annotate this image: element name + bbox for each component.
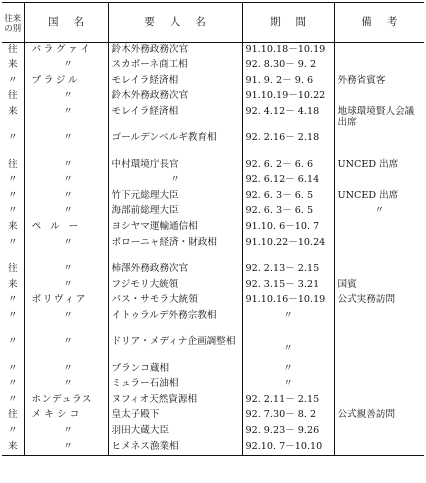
cell-person: 鈴木外務政務次官: [108, 89, 242, 105]
cell-country: 〃: [24, 131, 108, 157]
cell-country: 〃: [24, 236, 108, 262]
cell-notes: [334, 393, 424, 409]
cell-direction: 〃: [7, 236, 18, 248]
cell-period: 91.10. 6－10. 7: [242, 220, 334, 236]
cell-period: 92. 3.15－ 3.21: [242, 278, 334, 294]
cell-notes: [334, 236, 424, 262]
cell-person: 鈴木外務政務次官: [108, 43, 242, 59]
cell-country: 〃: [24, 204, 108, 220]
table-row: [2, 335, 424, 361]
cell-country: パラグァイ: [24, 43, 108, 59]
table-row: [2, 236, 424, 262]
cell-direction: 〃: [7, 393, 18, 405]
cell-country: 〃: [24, 440, 108, 456]
table-row: [2, 278, 424, 294]
cell-person: パス・サモラ大統領: [108, 293, 242, 309]
cell-notes: [334, 131, 424, 157]
cell-direction: 〃: [7, 132, 18, 144]
cell-person: ミュラー石油相: [108, 377, 242, 393]
cell-notes: [334, 262, 424, 278]
cell-direction: 往: [7, 158, 18, 170]
cell-period: 92. 2.16－ 2.18: [242, 131, 334, 157]
cell-notes: [334, 440, 424, 456]
table-row: [2, 377, 424, 393]
cell-direction: 〃: [7, 362, 18, 374]
cell-notes: 国賓: [334, 278, 424, 294]
cell-country: メキシコ: [24, 408, 108, 424]
cell-person: 中村環境庁長官: [108, 158, 242, 174]
cell-person: ドリア・メディナ企画調整相: [108, 335, 242, 361]
cell-period: 92. 6. 3－ 6. 5: [242, 204, 334, 220]
cell-direction: 来: [7, 59, 18, 71]
cell-person: 皇太子殿下: [108, 408, 242, 424]
cell-country: 〃: [24, 89, 108, 105]
cell-person: フジモリ大統領: [108, 278, 242, 294]
cell-person: 羽田大蔵大臣: [108, 424, 242, 440]
cell-period: 91.10.22－10.24: [242, 236, 334, 262]
table-row: [2, 189, 424, 205]
cell-period: 91.10.16－10.19: [242, 293, 334, 309]
cell-country: 〃: [24, 58, 108, 74]
table-row: [2, 424, 424, 440]
cell-country: 〃: [24, 424, 108, 440]
cell-notes: 外務省賓客: [334, 74, 424, 90]
visits-table: [2, 2, 424, 456]
cell-notes: [334, 220, 424, 236]
cell-country: 〃: [24, 362, 108, 378]
cell-direction: 来: [2, 440, 24, 456]
cell-notes: [334, 424, 424, 440]
table-row: [2, 440, 424, 456]
cell-direction: 〃: [7, 174, 18, 186]
cell-notes: 〃: [334, 204, 424, 220]
table-row: [2, 362, 424, 378]
cell-period: 92. 4.12－ 4.18: [242, 105, 334, 131]
cell-direction: 往: [7, 263, 18, 275]
cell-country: 〃: [24, 309, 108, 335]
cell-person: イトゥラルデ外務宗教相: [108, 309, 242, 335]
cell-notes: [334, 89, 424, 105]
table-row: [2, 220, 424, 236]
cell-direction: 〃: [7, 294, 18, 306]
cell-period: 92. 7.30－ 8. 2: [242, 408, 334, 424]
cell-direction: 来: [7, 278, 18, 290]
cell-notes: [334, 173, 424, 189]
cell-person: 海部前総理大臣: [108, 204, 242, 220]
cell-country: 〃: [24, 173, 108, 189]
cell-country: 〃: [24, 105, 108, 131]
cell-notes: [334, 58, 424, 74]
cell-direction: 来: [7, 221, 18, 233]
cell-direction: 〃: [7, 189, 18, 201]
cell-period: 91.10.19－10.22: [242, 89, 334, 105]
cell-person: スカボーネ商工相: [108, 58, 242, 74]
table-row: [2, 131, 424, 157]
cell-period: 〃: [242, 377, 334, 393]
table-row: [2, 58, 424, 74]
table-row: [2, 393, 424, 409]
cell-period: 〃: [242, 309, 334, 335]
cell-person: ヌフィオ天然資源相: [108, 393, 242, 409]
cell-person: 〃: [108, 173, 242, 189]
cell-period: 92. 6. 2－ 6. 6: [242, 158, 334, 174]
cell-notes: 公式実務訪問: [334, 293, 424, 309]
cell-period: 92. 2.13－ 2.15: [242, 262, 334, 278]
cell-country: 〃: [24, 278, 108, 294]
table-row: [2, 158, 424, 174]
cell-person: ブランコ蔵相: [108, 362, 242, 378]
cell-notes: UNCED 出席: [334, 158, 424, 174]
table-row: [2, 173, 424, 189]
cell-notes: [334, 309, 424, 335]
table-row: [2, 74, 424, 90]
cell-country: 〃: [24, 377, 108, 393]
header-person: 要人名: [108, 3, 242, 43]
cell-direction: 〃: [7, 424, 18, 436]
cell-period: 92. 6.12－ 6.14: [242, 173, 334, 189]
cell-country: 〃: [24, 189, 108, 205]
header-period: 期間: [242, 3, 334, 43]
cell-country: ペルー: [24, 220, 108, 236]
cell-person: モレイラ経済相: [108, 74, 242, 90]
cell-period: 92. 2.11－ 2.15: [242, 393, 334, 409]
cell-direction: 〃: [7, 205, 18, 217]
cell-person: ボローニャ経済・財政相: [108, 236, 242, 262]
cell-direction: 〃: [7, 309, 18, 321]
table-row: [2, 408, 424, 424]
cell-notes: [334, 377, 424, 393]
table-row: [2, 309, 424, 335]
table-row: [2, 293, 424, 309]
cell-notes: [334, 335, 424, 361]
cell-period: 〃: [242, 362, 334, 378]
header-row: [2, 3, 424, 43]
table-row: [2, 204, 424, 220]
cell-direction: 往: [7, 90, 18, 102]
cell-person: 柿澤外務政務次官: [108, 262, 242, 278]
cell-notes: 公式親善訪問: [334, 408, 424, 424]
cell-country: 〃: [24, 335, 108, 361]
cell-country: ホンデュラス: [24, 393, 108, 409]
cell-period: 91. 9. 2－ 9. 6: [242, 74, 334, 90]
header-direction: 往来の別: [2, 3, 24, 43]
cell-person: ヒメネス漁業相: [108, 440, 242, 456]
table-row: [2, 105, 424, 131]
cell-country: ブラジル: [24, 74, 108, 90]
cell-direction: 往: [7, 44, 18, 55]
cell-direction: 往: [7, 409, 18, 421]
table-row: [2, 262, 424, 278]
table-row: [2, 43, 424, 59]
cell-direction: 〃: [7, 74, 18, 86]
cell-person: 竹下元総理大臣: [108, 189, 242, 205]
header-notes: 備考: [334, 3, 424, 43]
cell-direction: 来: [7, 105, 18, 117]
cell-direction: 〃: [7, 378, 18, 390]
cell-notes: [334, 43, 424, 59]
cell-period: 92. 9.23－ 9.26: [242, 424, 334, 440]
cell-period: 91.10.18－10.19: [242, 43, 334, 59]
header-country: 国名: [24, 3, 108, 43]
cell-period: 92.10. 7－10.10: [242, 440, 334, 456]
cell-country: 〃: [24, 158, 108, 174]
cell-period: 92. 6. 3－ 6. 5: [242, 189, 334, 205]
cell-period: 92. 8.30－ 9. 2: [242, 58, 334, 74]
cell-person: モレイラ経済相: [108, 105, 242, 131]
cell-country: 〃: [24, 262, 108, 278]
cell-direction: 〃: [7, 336, 18, 348]
cell-notes: 地球環境賢人会議出席: [334, 105, 424, 131]
cell-country: ボリヴィア: [24, 293, 108, 309]
cell-notes: UNCED 出席: [334, 189, 424, 205]
cell-person: ヨシヤマ運輸通信相: [108, 220, 242, 236]
cell-notes: [334, 362, 424, 378]
cell-period: 〃: [242, 335, 334, 361]
table-row: [2, 89, 424, 105]
cell-person: ゴールデンベルギ教育相: [108, 131, 242, 157]
